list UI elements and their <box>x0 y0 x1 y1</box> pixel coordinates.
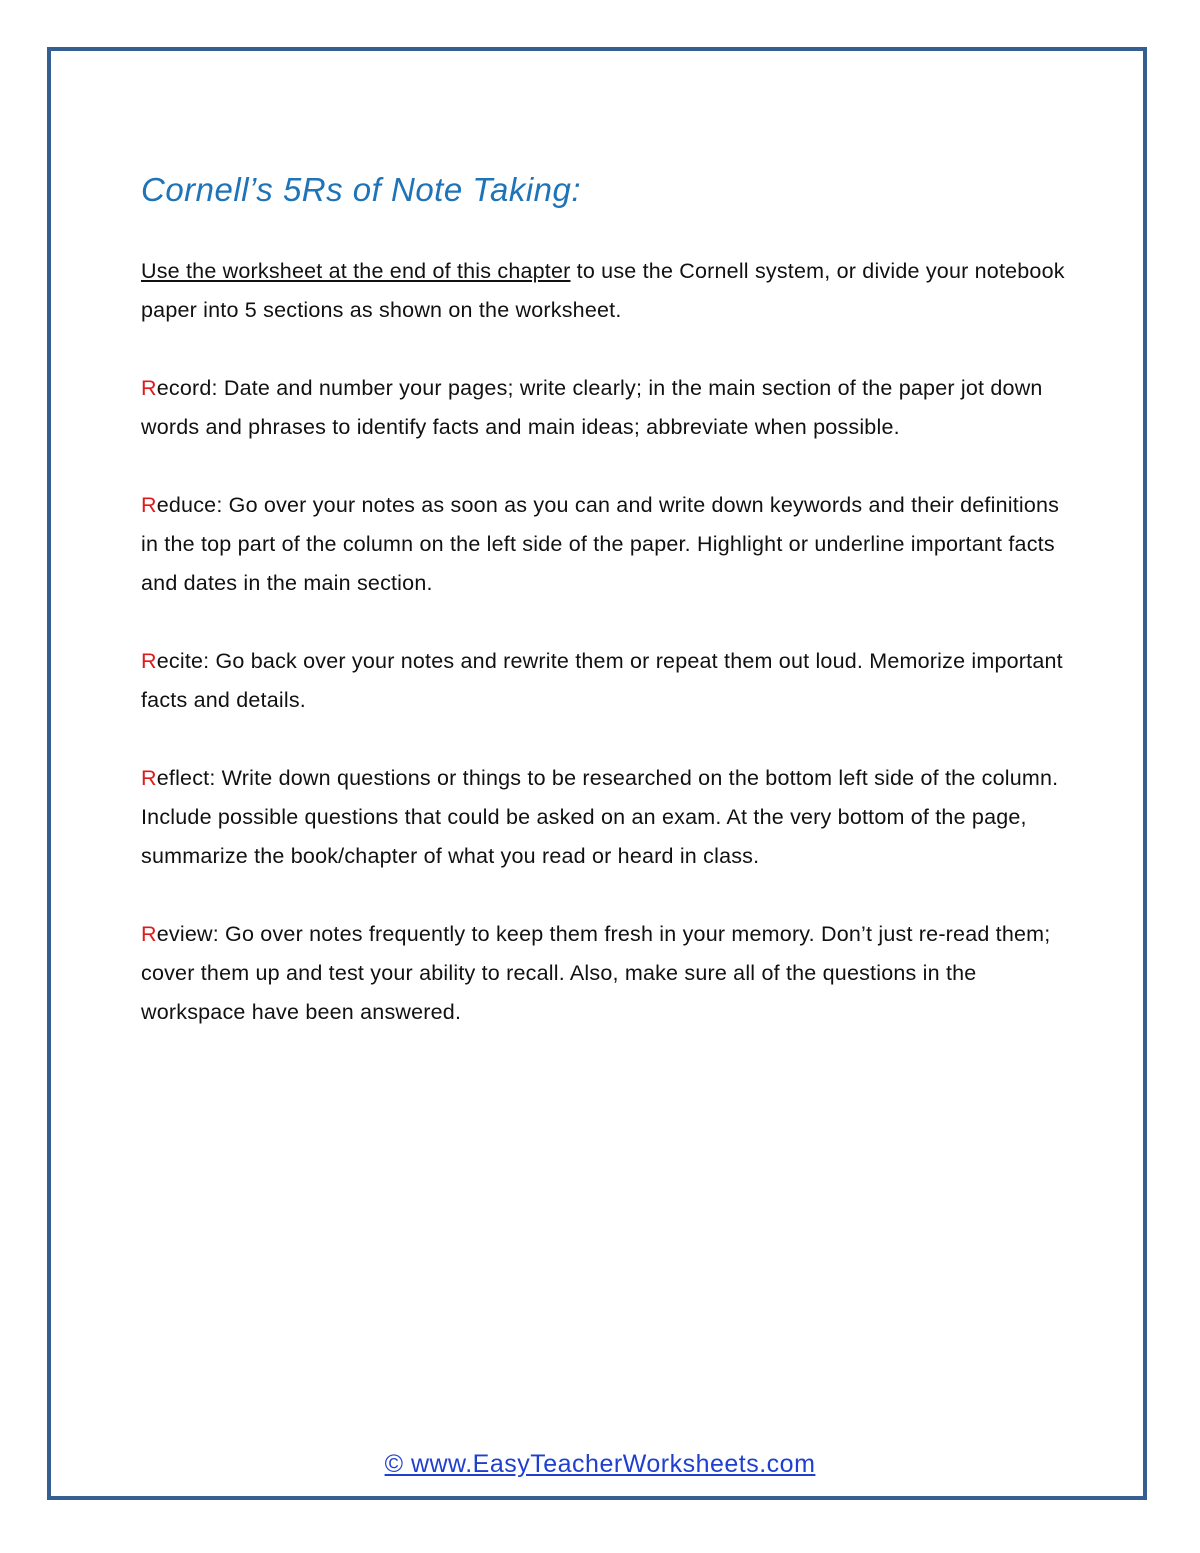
section-initial: R <box>141 921 157 946</box>
section-record <box>141 369 1071 447</box>
intro-paragraph <box>141 252 1071 330</box>
section-recite <box>141 642 1071 720</box>
section-text: eview: Go over notes frequently to keep them fresh in your memory. Don’t just re-read them; cover them up and test your ability to recall. Also, make sure all of the questions in the workspace have been answered. <box>141 921 1051 1024</box>
section-reduce <box>141 486 1071 603</box>
intro-text: to use the Cornell system, or divide your notebook paper into 5 sections as shown on the worksheet. <box>141 258 1065 322</box>
section-review <box>141 915 1071 1032</box>
section-text: ecord: Date and number your pages; write clearly; in the main section of the paper jot down words and phrases to identify facts and main ideas; abbreviate when possible. <box>141 375 1043 439</box>
section-initial: R <box>141 765 157 790</box>
section-reflect <box>141 759 1071 876</box>
website-link[interactable]: © www.EasyTeacherWorksheets.com <box>384 1450 816 1478</box>
worksheet-link[interactable]: Use the worksheet at the end of this chapter <box>141 258 571 283</box>
page-title: Cornell’s 5Rs of Note Taking: <box>141 171 582 208</box>
main-content <box>141 170 1071 1071</box>
footer <box>0 1450 1200 1479</box>
section-initial: R <box>141 648 157 673</box>
section-text: eflect: Write down questions or things to be researched on the bottom left side of the column. Include possible questions that could be asked on an exam. At the very bottom of the page, summarize the book/chapter of what you read or heard in class. <box>141 765 1059 868</box>
section-text: ecite: Go back over your notes and rewrite them or repeat them out loud. Memorize important facts and details. <box>141 648 1063 712</box>
section-initial: R <box>141 492 157 517</box>
section-text: educe: Go over your notes as soon as you can and write down keywords and their definitions in the top part of the column on the left side of the paper. Highlight or underline important facts and dates in the main section. <box>141 492 1060 595</box>
section-initial: R <box>141 375 157 400</box>
